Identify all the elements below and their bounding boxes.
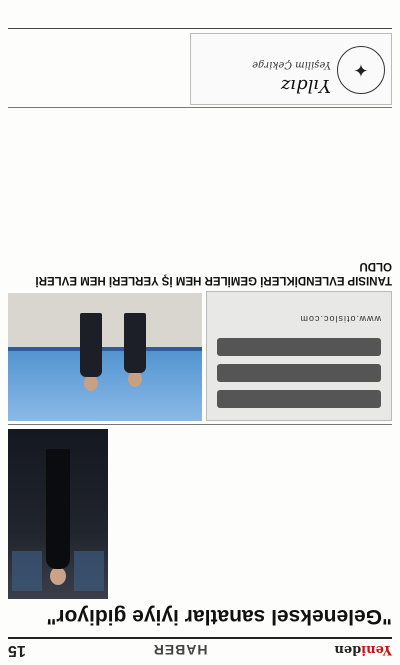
story1-column-1 (304, 429, 392, 599)
photo-person-2-body (80, 313, 102, 377)
story1-photo (8, 429, 108, 599)
photo-person-head (50, 567, 66, 585)
footer-credits (8, 0, 392, 29)
photo-screen-left (74, 551, 104, 591)
yildiz-ad (190, 33, 392, 105)
newspaper-logo (334, 643, 392, 658)
section-divider-1 (8, 424, 392, 425)
yildiz-tagline: Yeşilim Çekirge (252, 59, 331, 70)
photo-screen-right (12, 551, 42, 591)
logo-text: den (334, 642, 362, 658)
window-ad (206, 291, 392, 421)
photo-person-2-head (84, 375, 98, 391)
story2-headline: TANISIP EVLENDİKLERİ GEMİLER HEM İŞ YERLERİ HEM EVLERİ OLDU (35, 260, 392, 286)
dateline (8, 630, 392, 638)
page-number: 15 (8, 642, 26, 659)
story2-column-4 (8, 111, 104, 255)
story1-headline: "Geleneksel sanatlar iyiye gidiyor" (46, 605, 392, 628)
boat-deck (8, 293, 202, 351)
story2-column-2 (210, 111, 298, 255)
ad-url: www.otisloc.com (299, 314, 381, 324)
ad-window-row-2 (217, 364, 381, 382)
photo-person-1-head (128, 371, 142, 387)
photo-person-body (46, 449, 70, 569)
story2-photo (8, 293, 202, 421)
story1-column-2 (210, 429, 298, 599)
ad-window-row-3 (217, 338, 381, 356)
masthead-bar (8, 637, 392, 661)
contact-block (8, 35, 186, 105)
ad-window-row-1 (217, 390, 381, 408)
story2-column-1 (304, 111, 392, 255)
section-label: HABER (152, 642, 208, 658)
photo-person-1-body (124, 313, 146, 373)
logo-accent: Yeni (361, 642, 392, 658)
yildiz-brand: Yıldız (280, 75, 331, 96)
story1-column-3 (114, 429, 204, 599)
yildiz-monogram-icon: ✦ (337, 46, 385, 94)
story2-column-3 (110, 111, 204, 255)
boat-deck-rail (8, 347, 202, 351)
section-divider-2 (8, 107, 392, 108)
ad-brand (217, 298, 381, 310)
